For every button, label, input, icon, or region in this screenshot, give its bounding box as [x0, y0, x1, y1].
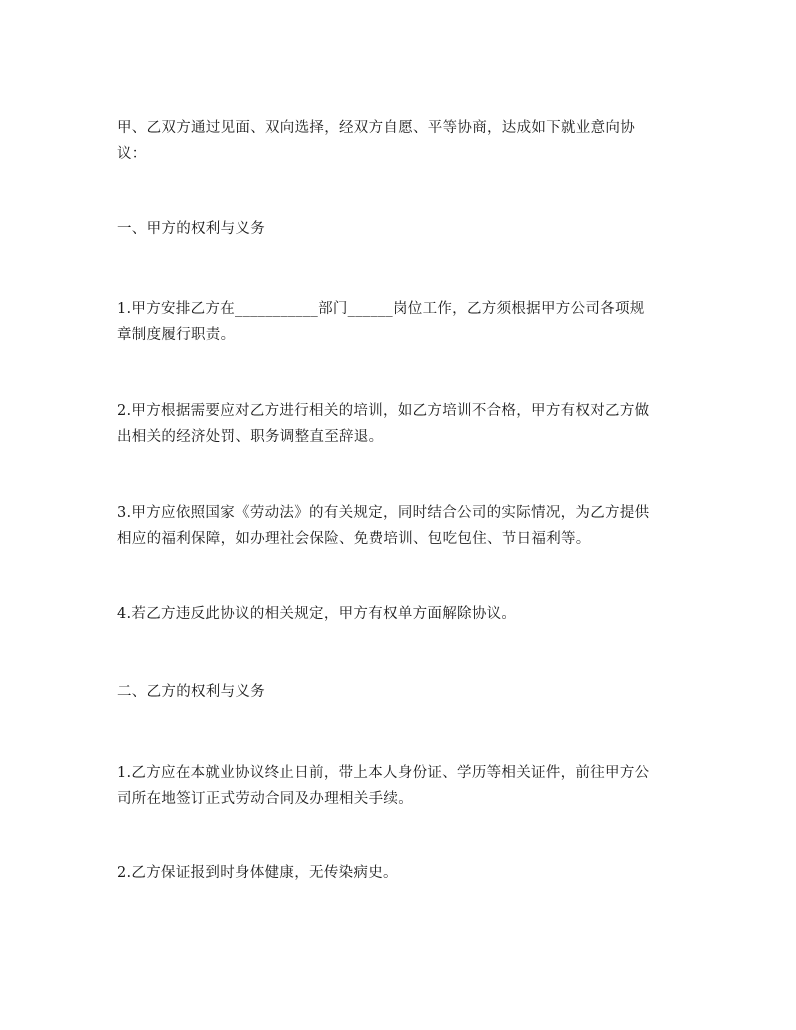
item-line-1: 2.乙方保证报到时身体健康，无传染病史。 [117, 865, 398, 881]
item-line-1: 1.甲方安排乙方在___________部门______岗位工作，乙方须根据甲方公司各项规 [117, 301, 645, 317]
section-1-item-1 [117, 296, 685, 348]
item-line-1: 2.甲方根据需要应对乙方进行相关的培训，如乙方培训不合格，甲方有权对乙方做 [117, 403, 650, 419]
section-1-item-4 [117, 601, 685, 627]
section-2-item-1 [117, 760, 685, 812]
section-2-item-2 [117, 860, 685, 886]
section-1-item-2 [117, 398, 685, 450]
intro-line-1: 甲、乙双方通过见面、双向选择，经双方自愿、平等协商，达成如下就业意向协 [117, 120, 635, 136]
intro-line-2: 议： [117, 146, 147, 162]
section-2-heading: 二、乙方的权利与义务 [117, 684, 265, 700]
item-line-1: 1.乙方应在本就业协议终止日前，带上本人身份证、学历等相关证件，前往甲方公 [117, 765, 650, 781]
item-line-1: 4.若乙方违反此协议的相关规定，甲方有权单方面解除协议。 [117, 606, 517, 622]
section-1-heading: 一、甲方的权利与义务 [117, 221, 265, 237]
item-line-2: 章制度履行职责。 [117, 327, 236, 343]
item-line-2: 出相关的经济处罚、职务调整直至辞退。 [117, 429, 384, 445]
item-line-2: 司所在地签订正式劳动合同及办理相关手续。 [117, 791, 413, 807]
intro-paragraph [117, 115, 685, 167]
item-line-2: 相应的福利保障，如办理社会保险、免费培训、包吃包住、节日福利等。 [117, 531, 591, 547]
item-line-1: 3.甲方应依照国家《劳动法》的有关规定，同时结合公司的实际情况，为乙方提供 [117, 505, 650, 521]
section-1-item-3 [117, 500, 685, 552]
